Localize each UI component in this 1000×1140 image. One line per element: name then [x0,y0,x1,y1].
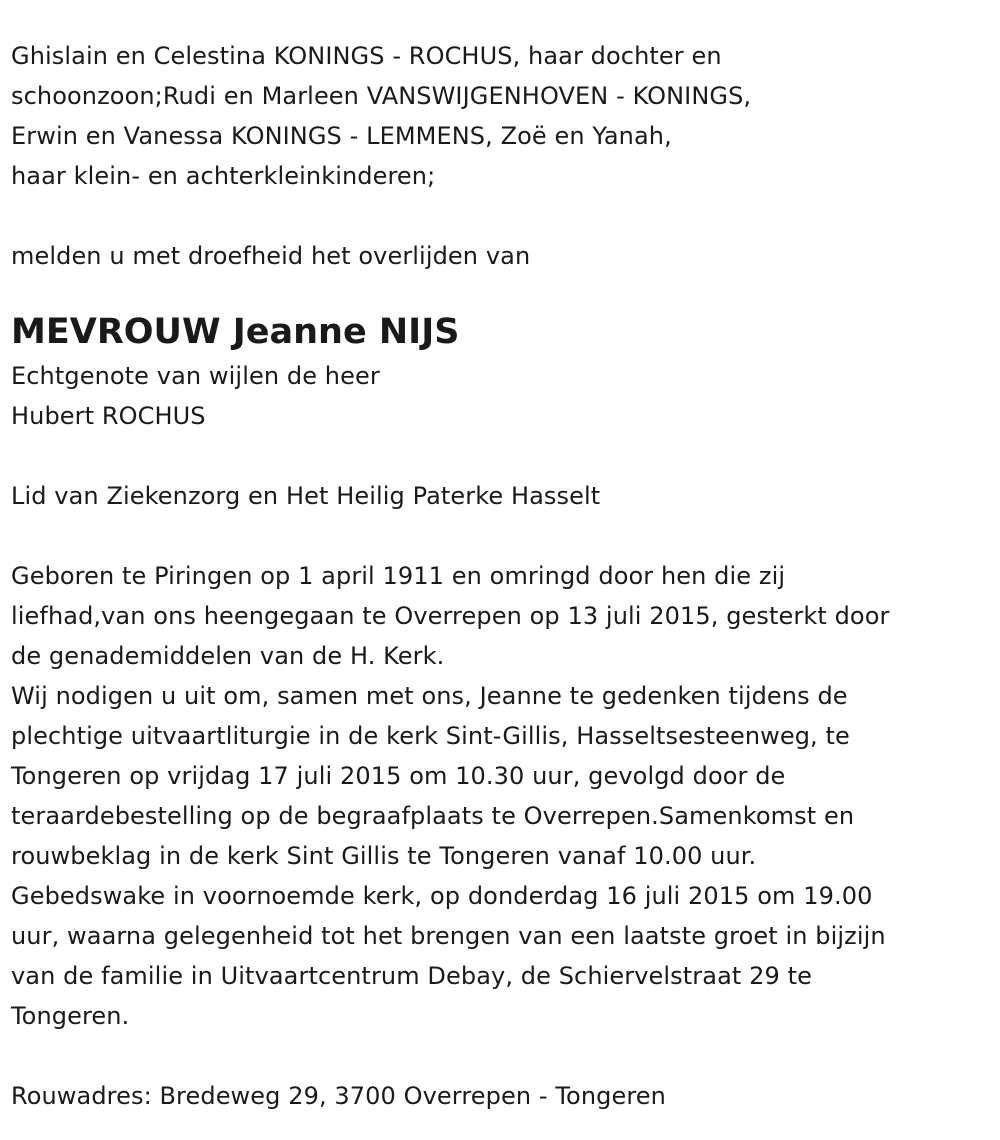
family-line: schoonzoon;Rudi en Marleen VANSWIJGENHOVEN - KONINGS, [11,82,752,110]
spacer [11,196,991,236]
announcement-text: melden u met droefheid het overlijden van [11,242,531,270]
details-line: Tongeren op vrijdag 17 juli 2015 om 10.30 uur, gevolgd door de [11,762,786,790]
details-line: Wij nodigen u uit om, samen met ons, Jeanne te gedenken tijdens de [11,682,848,710]
details-line: Geboren te Piringen op 1 april 1911 en omringd door hen die zij [11,562,786,590]
details-line: de genademiddelen van de H. Kerk. [11,642,445,670]
spacer [11,276,991,302]
details-line: liefhad,van ons heengegaan te Overrepen op 13 juli 2015, gesterkt door [11,602,890,630]
family-line: Erwin en Vanessa KONINGS - LEMMENS, Zoë en Yanah, [11,122,672,150]
details-line: Gebedswake in voornoemde kerk, op donderdag 16 juli 2015 om 19.00 [11,882,873,910]
spacer [11,436,991,476]
mourning-address: Rouwadres: Bredeweg 29, 3700 Overrepen - Tongeren [11,1082,666,1110]
family-line: Ghislain en Celestina KONINGS - ROCHUS, haar dochter en [11,42,722,70]
spouse-line: Hubert ROCHUS [11,402,206,430]
spacer [11,516,991,556]
details-block [11,556,991,1036]
details-line: van de familie in Uitvaartcentrum Debay, de Schiervelstraat 29 te [11,962,812,990]
deceased-name: MEVROUW Jeanne NIJS [11,312,460,352]
obituary-document [11,36,991,1116]
family-block [11,36,991,196]
spacer [11,1036,991,1076]
membership-text: Lid van Ziekenzorg en Het Heilig Paterke Hasselt [11,482,601,510]
details-line: teraardebestelling op de begraafplaats te Overrepen.Samenkomst en [11,802,855,830]
spouse-block [11,356,991,436]
family-line: haar klein- en achterkleinkinderen; [11,162,436,190]
details-line: uur, waarna gelegenheid tot het brengen van een laatste groet in bijzijn [11,922,886,950]
spouse-line: Echtgenote van wijlen de heer [11,362,380,390]
details-line: Tongeren. [11,1002,130,1030]
details-line: rouwbeklag in de kerk Sint Gillis te Tongeren vanaf 10.00 uur. [11,842,757,870]
details-line: plechtige uitvaartliturgie in de kerk Sint-Gillis, Hasseltsesteenweg, te [11,722,850,750]
